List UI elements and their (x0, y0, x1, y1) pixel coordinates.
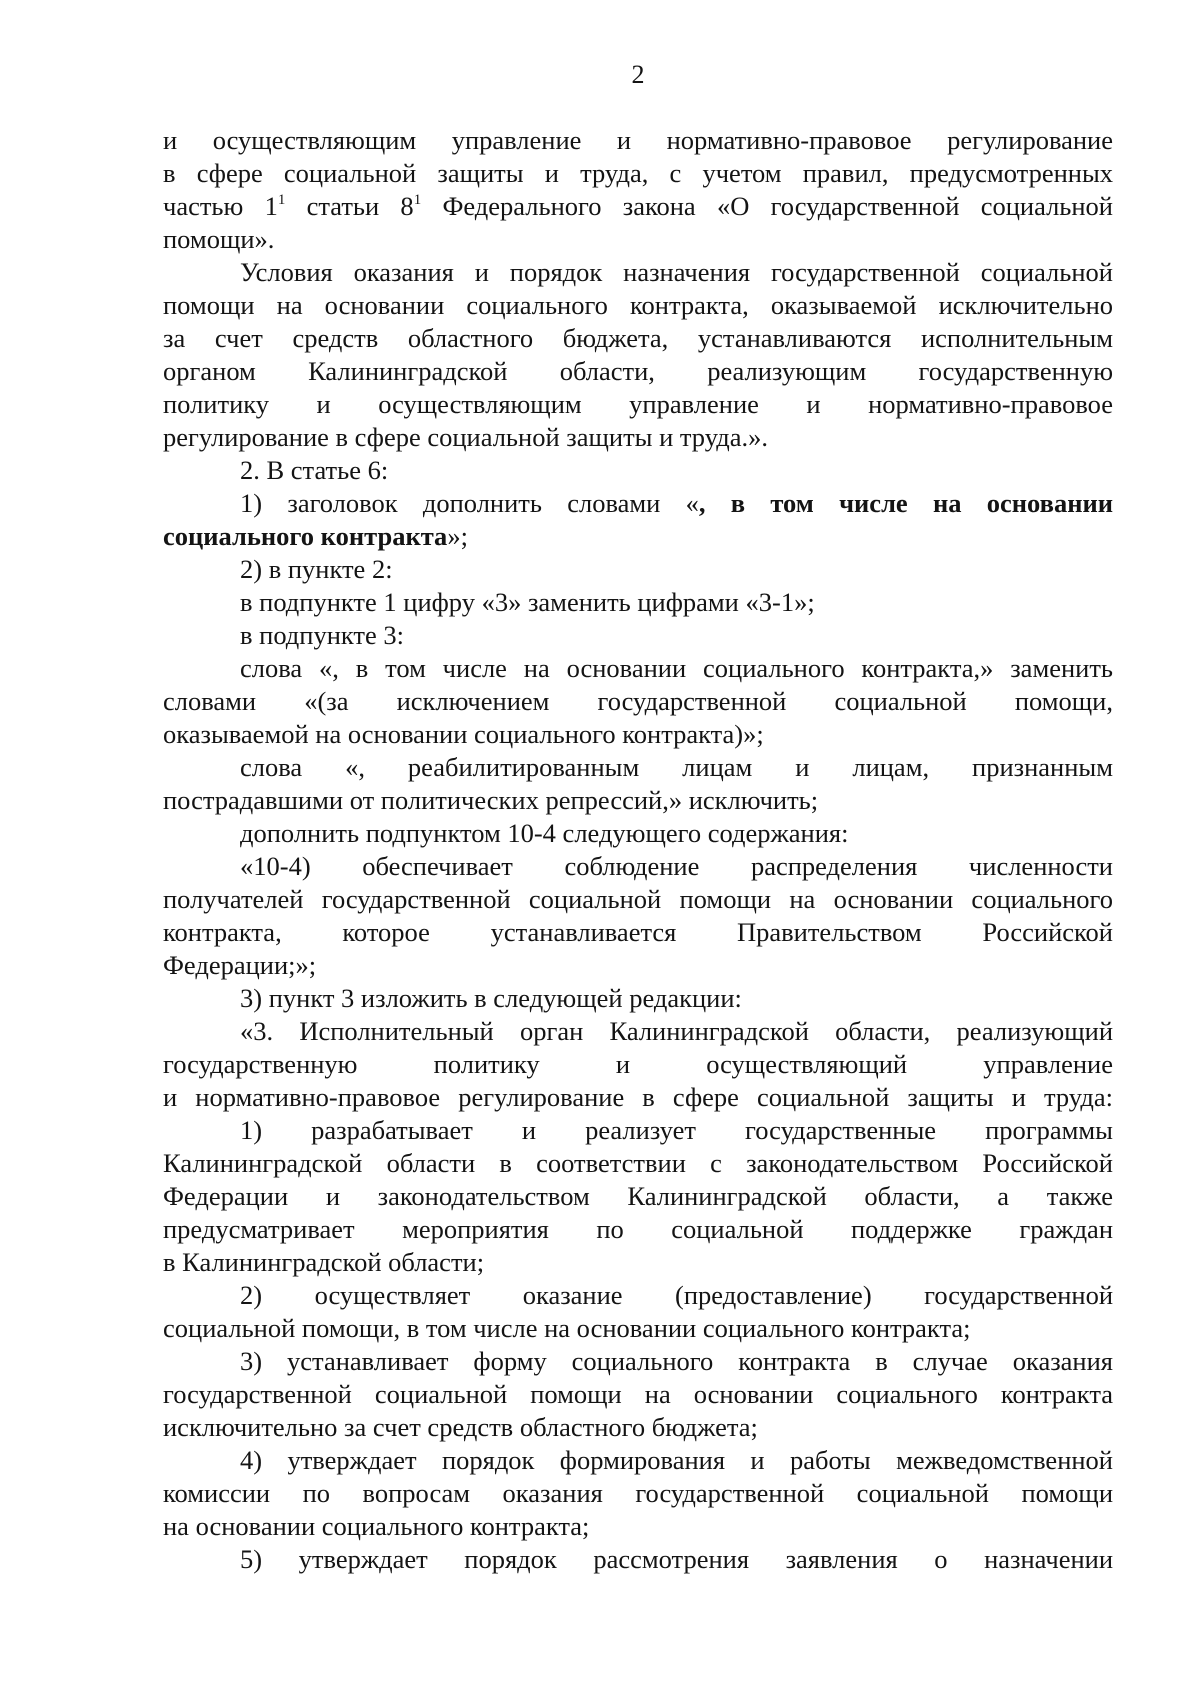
text-line: Калининградской области в соответствии с законодательством Российской (163, 1148, 1113, 1178)
bold-fragment: , в том числе на основании (698, 488, 1113, 518)
text-line: помощи на основании социального контракта, оказываемой исключительно (163, 290, 1113, 320)
text-line: Федерации;»; (163, 950, 317, 980)
text-line: слова «, реабилитированным лицам и лицам, признанным (240, 752, 1113, 782)
text-line: в подпункте 1 цифру «3» заменить цифрами «3-1»; (240, 587, 815, 617)
text-line: 2) в пункте 2: (240, 554, 393, 584)
text-line: в подпункте 3: (240, 620, 405, 650)
text-line: 1) разрабатывает и реализует государственные программы (240, 1115, 1113, 1145)
text-fragment: 1) заголовок дополнить словами « (240, 488, 699, 518)
text-line: «3. Исполнительный орган Калининградской области, реализующий (240, 1016, 1113, 1046)
text-line: исключительно за счет средств областного бюджета; (163, 1412, 758, 1442)
text-line: органом Калининградской области, реализующим государственную (163, 356, 1113, 386)
text-line: получателей государственной социальной помощи на основании социального (163, 884, 1113, 914)
text-line: «10-4) обеспечивает соблюдение распределения численности (240, 851, 1113, 881)
text-line: дополнить подпунктом 10-4 следующего содержания: (240, 818, 849, 848)
text-line: и осуществляющим управление и нормативно-правовое регулирование (163, 125, 1113, 155)
bold-fragment: социального контракта (163, 521, 448, 551)
text-line: 3) устанавливает форму социального контракта в случае оказания (240, 1346, 1113, 1376)
text-line: и нормативно-правовое регулирование в сфере социальной защиты и труда: (163, 1082, 1113, 1112)
text-line: политику и осуществляющим управление и нормативно-правовое (163, 389, 1113, 419)
text-line: 4) утверждает порядок формирования и работы межведомственной (240, 1445, 1113, 1475)
text-line: комиссии по вопросам оказания государственной социальной помощи (163, 1478, 1113, 1508)
page-number: 2 (631, 60, 645, 89)
text-line: контракта, которое устанавливается Правительством Российской (163, 917, 1113, 947)
document-body (163, 124, 1113, 1576)
text-fragment: статьи 8 (285, 191, 414, 221)
text-line: оказываемой на основании социального контракта)»; (163, 719, 764, 749)
text-line: в Калининградской области; (163, 1247, 485, 1277)
text-line (163, 520, 1113, 553)
text-line: словами «(за исключением государственной социальной помощи, (163, 686, 1113, 716)
text-line: 5) утверждает порядок рассмотрения заявления о назначении (240, 1544, 1113, 1574)
text-line: предусматривает мероприятия по социальной поддержке граждан (163, 1214, 1113, 1244)
text-line (163, 190, 1113, 223)
text-line: социальной помощи, в том числе на основании социального контракта; (163, 1313, 971, 1343)
text-line: государственной социальной помощи на основании социального контракта (163, 1379, 1113, 1409)
text-line: государственную политику и осуществляющий управление (163, 1049, 1113, 1079)
text-line: 2) осуществляет оказание (предоставление) государственной (240, 1280, 1113, 1310)
text-line: помощи». (163, 224, 275, 254)
text-line: пострадавшими от политических репрессий,» исключить; (163, 785, 819, 815)
text-fragment: Федерального закона «О государственной социальной (421, 191, 1113, 221)
text-line: Условия оказания и порядок назначения государственной социальной (240, 257, 1113, 287)
text-line: Федерации и законодательством Калининградской области, а также (163, 1181, 1113, 1211)
text-line: 2. В статье 6: (240, 455, 389, 485)
text-line: 3) пункт 3 изложить в следующей редакции: (240, 983, 742, 1013)
text-line: в сфере социальной защиты и труда, с учетом правил, предусмотренных (163, 158, 1113, 188)
text-fragment: »; (447, 521, 468, 551)
text-line: слова «, в том числе на основании социального контракта,» заменить (240, 653, 1113, 683)
text-line: на основании социального контракта; (163, 1511, 590, 1541)
text-line: за счет средств областного бюджета, устанавливаются исполнительным (163, 323, 1113, 353)
text-fragment: частью 1 (163, 191, 278, 221)
text-line (163, 487, 1113, 520)
text-line: регулирование в сфере социальной защиты и труда.». (163, 422, 769, 452)
superscript: 1 (277, 192, 286, 208)
superscript: 1 (413, 192, 422, 208)
